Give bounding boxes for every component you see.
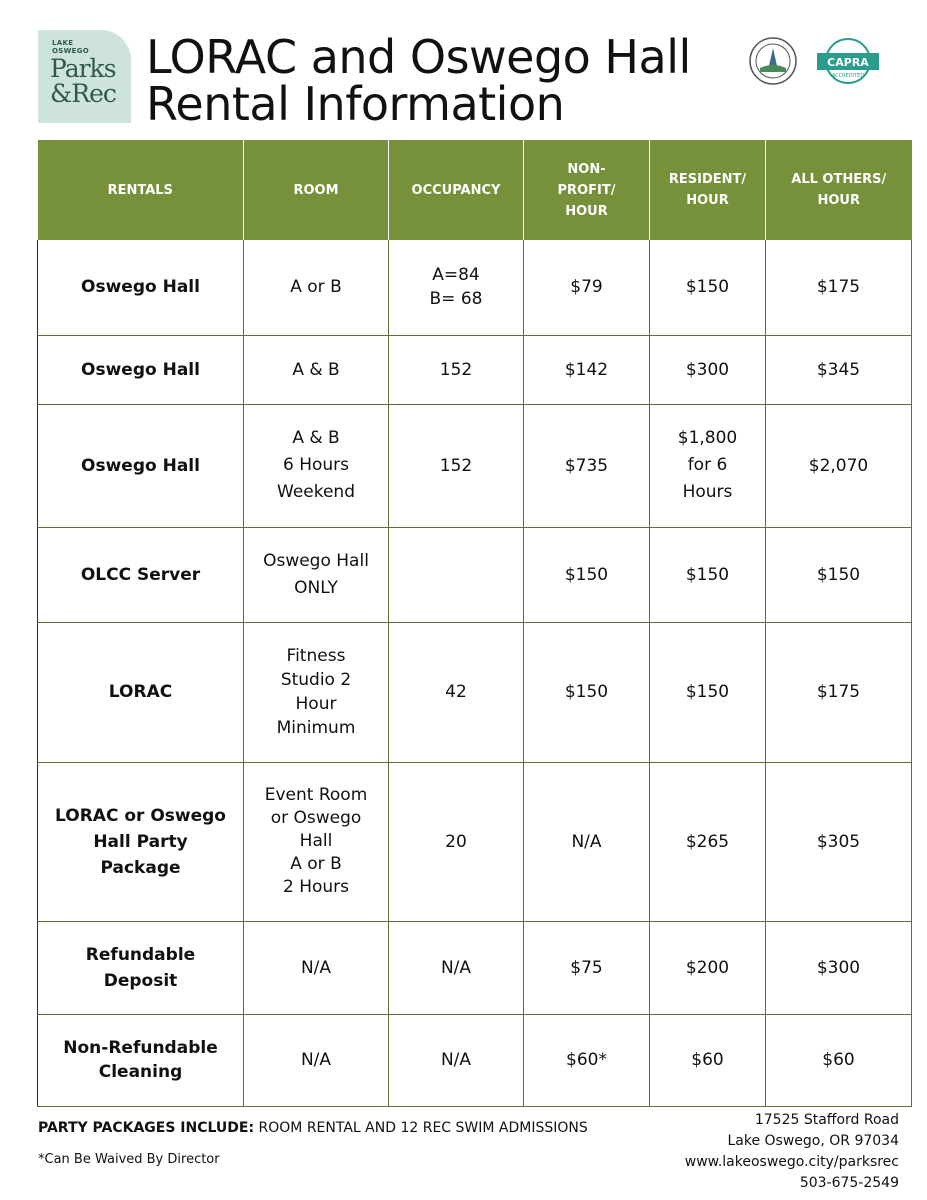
table-row — [38, 622, 912, 762]
logo-small-text — [52, 39, 89, 55]
cell-others: $305 — [766, 762, 912, 921]
table-row — [38, 240, 912, 335]
table-row — [38, 527, 912, 622]
cell-occupancy: N/A — [389, 1014, 524, 1106]
cell-nonprofit: $79 — [524, 240, 650, 335]
party-packages-note — [38, 1120, 588, 1136]
cell-room: N/A — [244, 921, 389, 1014]
cell-resident: $150 — [650, 527, 766, 622]
cell-others: $60 — [766, 1014, 912, 1106]
capra-label: CAPRA — [827, 56, 869, 69]
party-packages-label: PARTY PACKAGES INCLUDE: — [38, 1120, 255, 1136]
header-room: ROOM — [244, 140, 389, 240]
cell-nonprofit: $60* — [524, 1014, 650, 1106]
cell-resident: $150 — [650, 622, 766, 762]
header-resident: RESIDENT/ HOUR — [650, 140, 766, 240]
cell-rental: Refundable Deposit — [38, 921, 244, 1014]
cell-others: $345 — [766, 335, 912, 404]
address-line2: Lake Oswego, OR 97034 — [727, 1133, 899, 1149]
parks-rec-logo — [38, 30, 131, 123]
header-all-others: ALL OTHERS/ HOUR — [766, 140, 912, 240]
rental-rates-table — [37, 140, 912, 1107]
cell-occupancy — [389, 527, 524, 622]
table-header-row — [38, 140, 912, 240]
cell-others: $175 — [766, 240, 912, 335]
party-packages-text: ROOM RENTAL AND 12 REC SWIM ADMISSIONS — [258, 1120, 588, 1136]
capra-sublabel: ACCREDITED — [831, 73, 865, 79]
cell-resident: $150 — [650, 240, 766, 335]
cell-nonprofit: $142 — [524, 335, 650, 404]
logo-small-line1: LAKE — [52, 39, 74, 47]
cell-rental: Oswego Hall — [38, 240, 244, 335]
cell-occupancy: N/A — [389, 921, 524, 1014]
cell-others: $2,070 — [766, 404, 912, 527]
cell-resident: $60 — [650, 1014, 766, 1106]
cell-occupancy: 20 — [389, 762, 524, 921]
cell-nonprofit: $150 — [524, 527, 650, 622]
table-row — [38, 404, 912, 527]
cell-nonprofit: $75 — [524, 921, 650, 1014]
cell-room: Event Room or Oswego Hall A or B 2 Hours — [244, 762, 389, 921]
website-link[interactable]: www.lakeoswego.city/parksrec — [684, 1154, 899, 1170]
cell-resident: $300 — [650, 335, 766, 404]
cell-resident: $200 — [650, 921, 766, 1014]
cell-rental: LORAC or Oswego Hall Party Package — [38, 762, 244, 921]
cell-occupancy: A=84 B= 68 — [389, 240, 524, 335]
cell-nonprofit: $150 — [524, 622, 650, 762]
phone-number: 503-675-2549 — [799, 1175, 899, 1191]
page-title — [146, 30, 726, 131]
cell-rental: Non-Refundable Cleaning — [38, 1014, 244, 1106]
cell-others: $150 — [766, 527, 912, 622]
cell-room: Oswego Hall ONLY — [244, 527, 389, 622]
cell-room: N/A — [244, 1014, 389, 1106]
address-line1: 17525 Stafford Road — [754, 1112, 899, 1128]
cell-occupancy: 152 — [389, 335, 524, 404]
header-nonprofit: NON- PROFIT/ HOUR — [524, 140, 650, 240]
waiver-footnote: *Can Be Waived By Director — [38, 1152, 220, 1167]
cell-others: $175 — [766, 622, 912, 762]
table-row — [38, 335, 912, 404]
table-row — [38, 921, 912, 1014]
cell-room: A & B 6 Hours Weekend — [244, 404, 389, 527]
cell-resident: $1,800 for 6 Hours — [650, 404, 766, 527]
table-row — [38, 1014, 912, 1106]
cell-room: Fitness Studio 2 Hour Minimum — [244, 622, 389, 762]
cell-nonprofit: N/A — [524, 762, 650, 921]
cell-rental: OLCC Server — [38, 527, 244, 622]
logo-word-rec: &Rec — [50, 79, 116, 108]
logo-wordmark — [50, 56, 116, 106]
cell-rental: LORAC — [38, 622, 244, 762]
table-row — [38, 762, 912, 921]
cell-room: A & B — [244, 335, 389, 404]
contact-block — [685, 1110, 899, 1194]
header-rentals: RENTALS — [38, 140, 244, 240]
cell-others: $300 — [766, 921, 912, 1014]
logo-word-parks: Parks — [50, 54, 116, 83]
cell-occupancy: 42 — [389, 622, 524, 762]
cell-resident: $265 — [650, 762, 766, 921]
page-title-line2: Rental Information — [146, 77, 565, 131]
capra-accredited-badge — [815, 36, 881, 86]
cell-rental: Oswego Hall — [38, 335, 244, 404]
cell-room: A or B — [244, 240, 389, 335]
logo-small-line2: OSWEGO — [52, 47, 89, 55]
cell-nonprofit: $735 — [524, 404, 650, 527]
cell-rental: Oswego Hall — [38, 404, 244, 527]
city-seal-icon — [748, 36, 798, 86]
page-title-line1: LORAC and Oswego Hall — [146, 30, 691, 84]
cell-occupancy: 152 — [389, 404, 524, 527]
header-occupancy: OCCUPANCY — [389, 140, 524, 240]
